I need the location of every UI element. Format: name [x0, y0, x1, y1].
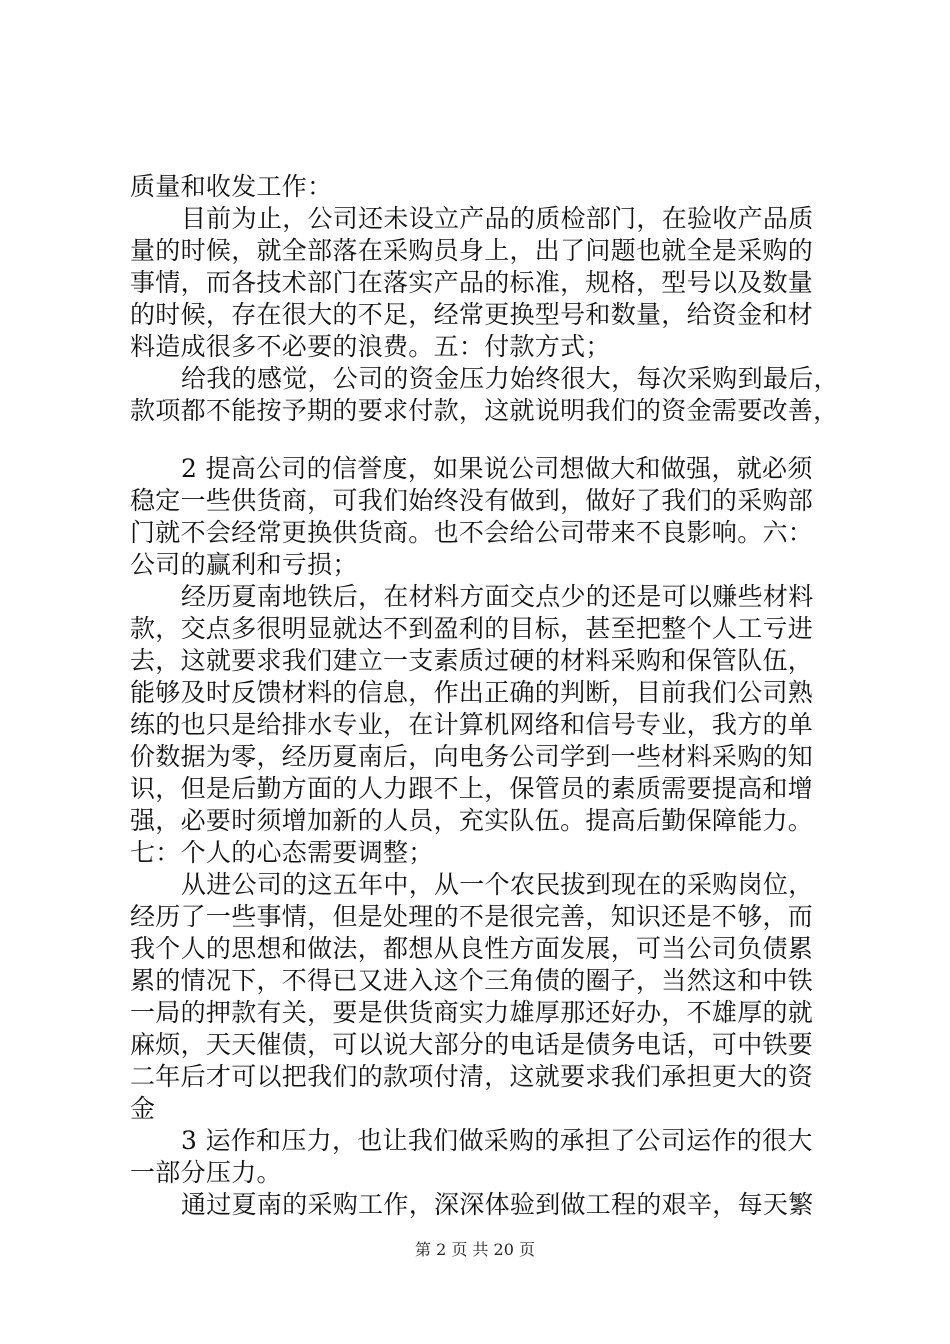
text-line: 给我的感觉，公司的资金压力始终很大，每次采购到最后，	[181, 364, 839, 393]
text-line: 量的时候，就全部落在采购员身上，出了问题也就全是采购的	[130, 236, 814, 265]
text-line: 我个人的思想和做法，都想从良性方面发展，可当公司负债累	[130, 934, 814, 963]
text-line: 通过夏南的采购工作，深深体验到做工程的艰辛，每天繁	[181, 1190, 814, 1219]
text-line: 练的也只是给排水专业，在计算机网络和信号专业，我方的单	[130, 710, 814, 739]
text-line: 经历夏南地铁后，在材料方面交点少的还是可以赚些材料	[181, 582, 814, 611]
text-line: 3 运作和压力，也让我们做采购的承担了公司运作的很大	[181, 1126, 813, 1155]
page-footer: 第 2 页 共 20 页	[415, 1240, 535, 1259]
text-line: 料造成很多不必要的浪费。五：付款方式；	[130, 332, 611, 361]
text-line: 一局的押款有关，要是供货商实力雄厚那还好办，不雄厚的就	[130, 998, 814, 1027]
text-line: 2 提高公司的信誉度，如果说公司想做大和做强，就必须	[181, 454, 813, 483]
text-line: 累的情况下，不得已又进入这个三角债的圈子，当然这和中铁	[130, 966, 814, 995]
text-line: 的时候，存在很大的不足，经常更换型号和数量，给资金和材	[130, 300, 814, 329]
text-line: 金	[130, 1094, 156, 1123]
text-line: 目前为止，公司还未设立产品的质检部门，在验收产品质	[181, 204, 814, 233]
text-line: 经历了一些事情，但是处理的不是很完善，知识还是不够，而	[130, 902, 814, 931]
text-line: 款项都不能按予期的要求付款，这就说明我们的资金需要改善，	[130, 396, 839, 425]
text-line: 二年后才可以把我们的款项付清，这就要求我们承担更大的资	[130, 1062, 814, 1091]
text-line: 七：个人的心态需要调整；	[130, 838, 434, 867]
text-line: 麻烦，天天催债，可以说大部分的电话是债务电话，可中铁要	[130, 1030, 814, 1059]
text-line: 去，这就要求我们建立一支素质过硬的材料采购和保管队伍，	[130, 646, 814, 675]
text-line: 门就不会经常更换供货商。也不会给公司带来不良影响。六：	[130, 518, 814, 547]
text-line: 价数据为零，经历夏南后，向电务公司学到一些材料采购的知	[130, 742, 814, 771]
text-line: 事情，而各技术部门在落实产品的标准，规格，型号以及数量	[130, 268, 814, 297]
text-line: 稳定一些供货商，可我们始终没有做到，做好了我们的采购部	[130, 486, 814, 515]
text-line: 质量和收发工作：	[130, 172, 333, 201]
text-line: 能够及时反馈材料的信息，作出正确的判断，目前我们公司熟	[130, 678, 814, 707]
text-line: 识，但是后勤方面的人力跟不上，保管员的素质需要提高和增	[130, 774, 814, 803]
text-line: 款，交点多很明显就达不到盈利的目标，甚至把整个人工亏进	[130, 614, 814, 643]
text-line: 一部分压力。	[130, 1158, 282, 1187]
text-line: 从进公司的这五年中，从一个农民拔到现在的采购岗位，	[181, 870, 814, 899]
text-line: 公司的赢利和亏损；	[130, 550, 358, 579]
text-line: 强，必要时须增加新的人员，充实队伍。提高后勤保障能力。	[130, 806, 814, 835]
